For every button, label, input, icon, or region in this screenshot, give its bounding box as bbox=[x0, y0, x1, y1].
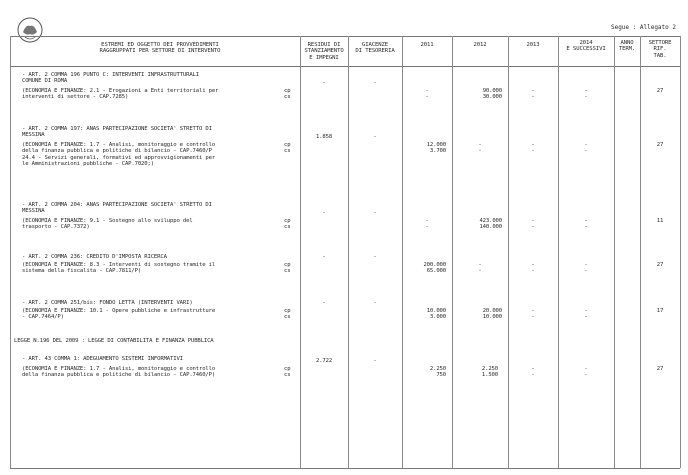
header-anno-line: ANNO bbox=[620, 40, 634, 46]
value-2011 bbox=[402, 262, 446, 275]
header-settore-line: TAB. bbox=[653, 52, 667, 59]
header-description-line: RAGGRUPPATI PER SETTORE DI INTERVENTO bbox=[99, 48, 221, 55]
value-cp: - bbox=[584, 262, 588, 268]
col-border bbox=[640, 36, 641, 468]
header-settore-line: SETTORE bbox=[648, 40, 672, 46]
residui-value: - bbox=[322, 210, 326, 216]
cs-label: cs bbox=[284, 268, 291, 275]
value-cs: - bbox=[531, 314, 535, 321]
settore-value: 27 bbox=[656, 262, 664, 268]
cp-label: cp bbox=[284, 142, 291, 148]
cp-cs-labels bbox=[284, 366, 290, 379]
value-2012 bbox=[452, 262, 508, 275]
value-cs: - bbox=[584, 224, 588, 231]
value-cp: 2.250 bbox=[481, 366, 498, 372]
header-giacenze-line: DI TESORERIA bbox=[355, 48, 395, 55]
header-2011: 2011 bbox=[420, 42, 434, 48]
value-cs: - bbox=[531, 268, 535, 275]
value-2013 bbox=[508, 88, 558, 101]
row-detail bbox=[22, 218, 193, 231]
row-title bbox=[22, 254, 167, 260]
value-cs: 30.000 bbox=[482, 94, 502, 101]
row-title-line: - ART. 2 COMMA 236: CREDITO D'IMPOSTA RICERCA bbox=[22, 254, 167, 260]
value-cs: 3.000 bbox=[429, 314, 446, 321]
cs-label: cs bbox=[284, 148, 291, 155]
residui-value: 2.722 bbox=[315, 358, 333, 364]
header-anno bbox=[614, 40, 640, 53]
value-cp: 10.000 bbox=[426, 308, 446, 314]
value-cs: - bbox=[584, 94, 588, 101]
header-anno-line: TERM. bbox=[618, 46, 636, 53]
value-2011 bbox=[402, 142, 446, 155]
settore-value: 27 bbox=[656, 88, 664, 94]
cp-label: cp bbox=[284, 88, 291, 94]
row-detail-line: (ECONOMIA E FINANZE: 1.7 - Analisi, monitoraggio e controllo bbox=[22, 142, 216, 148]
row-detail bbox=[22, 262, 215, 275]
value-cs: - bbox=[584, 148, 588, 155]
residui-value: - bbox=[322, 254, 326, 260]
row-title bbox=[22, 202, 212, 215]
header-description-line: ESTREMI ED OGGETTO DEI PROVVEDIMENTI bbox=[101, 42, 219, 48]
row-title-line: - ART. 2 COMMA 204: ANAS PARTECIPAZIONE SOCIETA' STRETTO DI bbox=[22, 202, 212, 208]
cp-cs-labels bbox=[284, 308, 290, 321]
col-border bbox=[300, 36, 301, 468]
value-2011 bbox=[402, 366, 446, 379]
settore-value: 27 bbox=[656, 366, 664, 372]
value-2013 bbox=[508, 262, 558, 275]
cp-label: cp bbox=[284, 308, 291, 314]
header-2014-line: E SUCCESSIVI bbox=[566, 46, 606, 53]
header-description bbox=[60, 42, 260, 55]
row-detail bbox=[22, 88, 218, 101]
value-cs: - bbox=[531, 372, 535, 379]
giacenze-value: - bbox=[373, 358, 377, 364]
header-giacenze bbox=[348, 42, 402, 55]
table-header-border bbox=[10, 66, 680, 67]
row-title-line: MESSINA bbox=[22, 208, 45, 215]
header-residui bbox=[300, 42, 348, 61]
row-detail-line: (ECONOMIA E FINANZE: 10.1 - Opere pubbliche e infrastrutture bbox=[22, 308, 216, 314]
value-2013 bbox=[508, 366, 558, 379]
value-cs: - bbox=[478, 148, 482, 155]
value-cs: - bbox=[425, 224, 429, 231]
giacenze-value: - bbox=[373, 210, 377, 216]
residui-value: 1.858 bbox=[315, 134, 333, 140]
header-2014-line: 2014 bbox=[579, 40, 593, 46]
row-title-line: - ART. 43 COMMA 1: ADEGUAMENTO SISTEMI INFORMATIVI bbox=[22, 356, 183, 362]
value-2013 bbox=[508, 142, 558, 155]
value-cp: - bbox=[531, 142, 535, 148]
value-cs: 140.000 bbox=[479, 224, 502, 231]
giacenze-value: - bbox=[373, 80, 377, 86]
value-cs: 10.000 bbox=[482, 314, 502, 321]
residui-value: - bbox=[322, 80, 326, 86]
row-detail-line: (ECONOMIA E FINANZE: 1.7 - Analisi, monitoraggio e controllo bbox=[22, 366, 216, 372]
value-cs: 3.700 bbox=[429, 148, 446, 155]
value-cp: 90.000 bbox=[482, 88, 502, 94]
giacenze-value: - bbox=[373, 254, 377, 260]
value-cp: - bbox=[531, 88, 535, 94]
page-label: Segue : Allegato 2 bbox=[610, 24, 676, 31]
row-detail-line: - CAP.7464/P) bbox=[22, 314, 64, 321]
row-title-line: COMUNE DI ROMA bbox=[22, 78, 68, 85]
value-cs: - bbox=[584, 268, 588, 275]
row-title bbox=[22, 126, 212, 139]
value-2012 bbox=[452, 88, 502, 101]
row-detail bbox=[22, 142, 215, 168]
header-2012: 2012 bbox=[473, 42, 487, 48]
row-detail-line: della finanza pubblica e politiche di bilancio - CAP.7460/P) bbox=[22, 372, 216, 379]
row-title bbox=[22, 356, 183, 362]
value-2012 bbox=[452, 366, 498, 379]
value-cp: - bbox=[531, 262, 535, 268]
value-cs: 750 bbox=[436, 372, 446, 379]
row-detail-line: (ECONOMIA E FINANZE: 9.1 - Sostegno allo sviluppo del bbox=[22, 218, 193, 224]
settore-value: 11 bbox=[656, 218, 664, 224]
value-2014 bbox=[558, 366, 614, 379]
section-heading: LEGGE N.196 DEL 2009 : LEGGE DI CONTABILITA E FINANZA PUBBLICA bbox=[14, 338, 214, 344]
value-cp: - bbox=[531, 308, 535, 314]
cp-label: cp bbox=[284, 366, 291, 372]
value-cp: - bbox=[425, 88, 429, 94]
value-cp: - bbox=[584, 142, 588, 148]
cp-cs-labels bbox=[284, 142, 290, 155]
giacenze-value: - bbox=[373, 134, 377, 140]
row-title-line: - ART. 2 COMMA 251/bis: FONDO LETTA (INTERVENTI VARI) bbox=[22, 300, 193, 306]
value-cp: - bbox=[584, 308, 588, 314]
header-residui-line: E IMPEGNI bbox=[309, 54, 339, 61]
value-cs: - bbox=[425, 94, 429, 101]
value-cp: - bbox=[584, 88, 588, 94]
value-cs: - bbox=[531, 224, 535, 231]
value-2011 bbox=[402, 308, 446, 321]
value-cp: - bbox=[478, 262, 482, 268]
row-title bbox=[22, 300, 193, 306]
value-cs: - bbox=[531, 148, 535, 155]
row-detail bbox=[22, 308, 215, 321]
value-2012 bbox=[452, 218, 502, 231]
row-detail-line: della finanza pubblica e politiche di bilancio - CAP.7460/P bbox=[22, 148, 212, 155]
value-cp: 2.250 bbox=[429, 366, 446, 372]
republic-seal-icon bbox=[16, 16, 44, 44]
header-settore bbox=[640, 40, 680, 59]
value-2011 bbox=[402, 218, 452, 231]
value-cp: - bbox=[425, 218, 429, 224]
header-residui-line: RESIDUI DI bbox=[307, 42, 341, 48]
value-cp: - bbox=[584, 218, 588, 224]
value-cs: 65.000 bbox=[426, 268, 446, 275]
header-settore-line: RIF. bbox=[653, 46, 667, 53]
value-2014 bbox=[558, 218, 614, 231]
row-detail-line: trasporto - CAP.7372) bbox=[22, 224, 90, 231]
row-title-line: - ART. 2 COMMA 196 PUNTO C: INTERVENTI INFRASTRUTTURALI bbox=[22, 72, 199, 78]
row-detail-line: le Amministrazioni pubbliche - CAP.7020;) bbox=[22, 161, 154, 168]
value-cp: 20.000 bbox=[482, 308, 502, 314]
value-2014 bbox=[558, 142, 614, 155]
residui-value: - bbox=[322, 300, 326, 306]
cp-label: cp bbox=[284, 218, 291, 224]
cp-cs-labels bbox=[284, 88, 290, 101]
row-title bbox=[22, 72, 199, 85]
row-title-line: - ART. 2 COMMA 197: ANAS PARTECIPAZIONE SOCIETA' STRETTO DI bbox=[22, 126, 212, 132]
header-giacenze-line: GIACENZE bbox=[361, 42, 389, 48]
table-bottom-border bbox=[10, 468, 680, 469]
cs-label: cs bbox=[284, 372, 291, 379]
value-2013 bbox=[508, 218, 558, 231]
value-cs: - bbox=[584, 372, 588, 379]
table-top-border bbox=[10, 36, 680, 37]
row-detail-line: sistema della fiscalita - CAP.7811/P) bbox=[22, 268, 142, 275]
value-cp: - bbox=[531, 218, 535, 224]
col-border bbox=[614, 36, 615, 468]
value-2012 bbox=[452, 308, 502, 321]
value-cp: - bbox=[531, 366, 535, 372]
row-detail-line: 24.4 - Servizi generali, formativi ed approvvigionamenti per bbox=[22, 154, 216, 161]
value-cp: 200.000 bbox=[423, 262, 446, 268]
cp-cs-labels bbox=[284, 218, 290, 231]
value-2013 bbox=[508, 308, 558, 321]
value-cs: - bbox=[531, 94, 535, 101]
header-residui-line: STANZIAMENTO bbox=[304, 48, 344, 55]
value-2014 bbox=[558, 308, 614, 321]
settore-value: 17 bbox=[656, 308, 664, 314]
value-cp: - bbox=[584, 366, 588, 372]
cp-cs-labels bbox=[284, 262, 290, 275]
value-cs: 1.500 bbox=[481, 372, 498, 379]
cs-label: cs bbox=[284, 224, 291, 231]
value-2011 bbox=[402, 88, 452, 101]
value-2012 bbox=[452, 142, 508, 155]
value-cs: - bbox=[478, 268, 482, 275]
cs-label: cs bbox=[284, 314, 291, 321]
row-detail-line: (ECONOMIA E FINANZE: 2.1 - Erogazioni a Enti territoriali per bbox=[22, 88, 219, 94]
row-detail-line: (ECONOMIA E FINANZE: 8.3 - Interventi di sostegno tramite il bbox=[22, 262, 216, 268]
value-2014 bbox=[558, 262, 614, 275]
value-2014 bbox=[558, 88, 614, 101]
header-2013: 2013 bbox=[526, 42, 540, 48]
cp-label: cp bbox=[284, 262, 291, 268]
header-2014 bbox=[558, 40, 614, 53]
row-detail-line: interventi di settore - CAP.7285) bbox=[22, 94, 129, 101]
col-border bbox=[10, 36, 11, 468]
cs-label: cs bbox=[284, 94, 291, 101]
giacenze-value: - bbox=[373, 300, 377, 306]
col-border bbox=[680, 36, 681, 468]
row-detail bbox=[22, 366, 215, 379]
value-cp: - bbox=[478, 142, 482, 148]
col-border bbox=[348, 36, 349, 468]
value-cs: - bbox=[584, 314, 588, 321]
row-title-line: MESSINA bbox=[22, 132, 45, 139]
value-cp: 423.000 bbox=[479, 218, 502, 224]
settore-value: 27 bbox=[656, 142, 664, 148]
value-cp: 12.000 bbox=[426, 142, 446, 148]
